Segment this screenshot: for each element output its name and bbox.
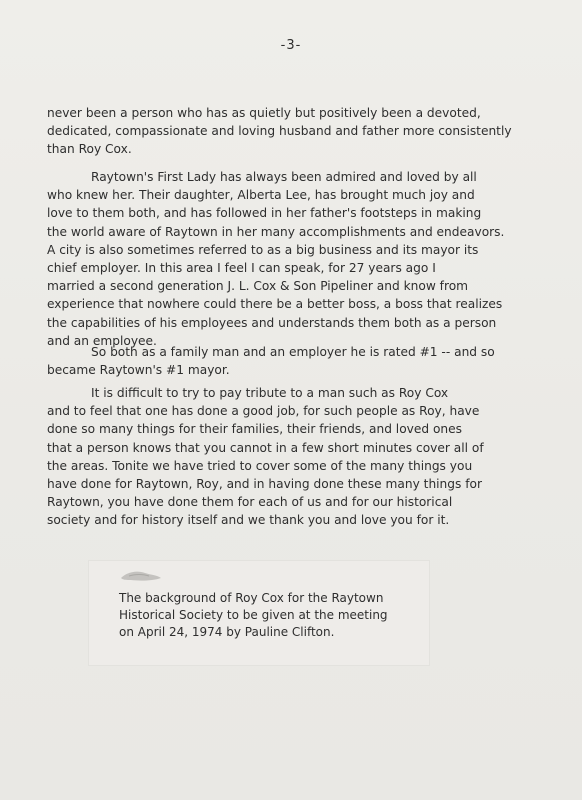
text-line: So both as a family man and an employer he is rated #1 -- and so [91, 345, 495, 359]
text-line: experience that nowhere could there be a better boss, a boss that realizes [47, 297, 503, 312]
text-line: that a person knows that you cannot in a few short minutes cover all of [47, 440, 484, 455]
text-line: have done for Raytown, Roy, and in having done these many things for [47, 477, 483, 492]
text-line: Raytown, you have done them for each of us and for our historical [47, 495, 453, 510]
paragraph-3 [47, 343, 497, 379]
note-line: Historical Society to be given at the meeting [119, 608, 388, 622]
text-line: society and for history itself and we thank you and love you for it. [47, 513, 450, 528]
text-line: A city is also sometimes referred to as a big business and its mayor its [47, 242, 479, 257]
text-line: It is difficult to try to pay tribute to a man such as Roy Cox [91, 386, 449, 400]
paragraph-4 [47, 384, 497, 530]
text-line: done so many things for their families, their friends, and loved ones [47, 422, 462, 437]
smudge-mark-icon [119, 569, 163, 583]
text-line: love to them both, and has followed in her father's footsteps in making [47, 206, 482, 221]
text-line: the world aware of Raytown in her many accomplishments and endeavors. [47, 224, 505, 239]
text-line: the capabilities of his employees and understands them both as a person [47, 315, 497, 330]
note-line: The background of Roy Cox for the Raytown [119, 591, 384, 605]
text-line: never been a person who has as quietly but positively been a devoted, [47, 106, 481, 120]
note-line: on April 24, 1974 by Pauline Clifton. [119, 625, 335, 639]
text-line: who knew her. Their daughter, Alberta Lee, has brought much joy and [47, 188, 475, 203]
caption-note-box [88, 560, 430, 666]
text-line: Raytown's First Lady has always been admired and loved by all [91, 170, 477, 184]
text-line: and to feel that one has done a good job, for such people as Roy, have [47, 404, 480, 419]
paragraph-2 [47, 168, 505, 350]
caption-note [119, 590, 388, 641]
text-line: than Roy Cox. [47, 142, 132, 157]
page-number: -3- [280, 38, 302, 53]
text-line: dedicated, compassionate and loving husband and father more consistently [47, 124, 512, 139]
text-line: the areas. Tonite we have tried to cover some of the many things you [47, 458, 473, 473]
paragraph-1 [47, 104, 512, 159]
text-line: became Raytown's #1 mayor. [47, 363, 230, 378]
text-line: chief employer. In this area I feel I can speak, for 27 years ago I [47, 261, 436, 276]
text-line: married a second generation J. L. Cox & Son Pipeliner and know from [47, 279, 469, 294]
text-line: and an employee. [47, 333, 157, 348]
